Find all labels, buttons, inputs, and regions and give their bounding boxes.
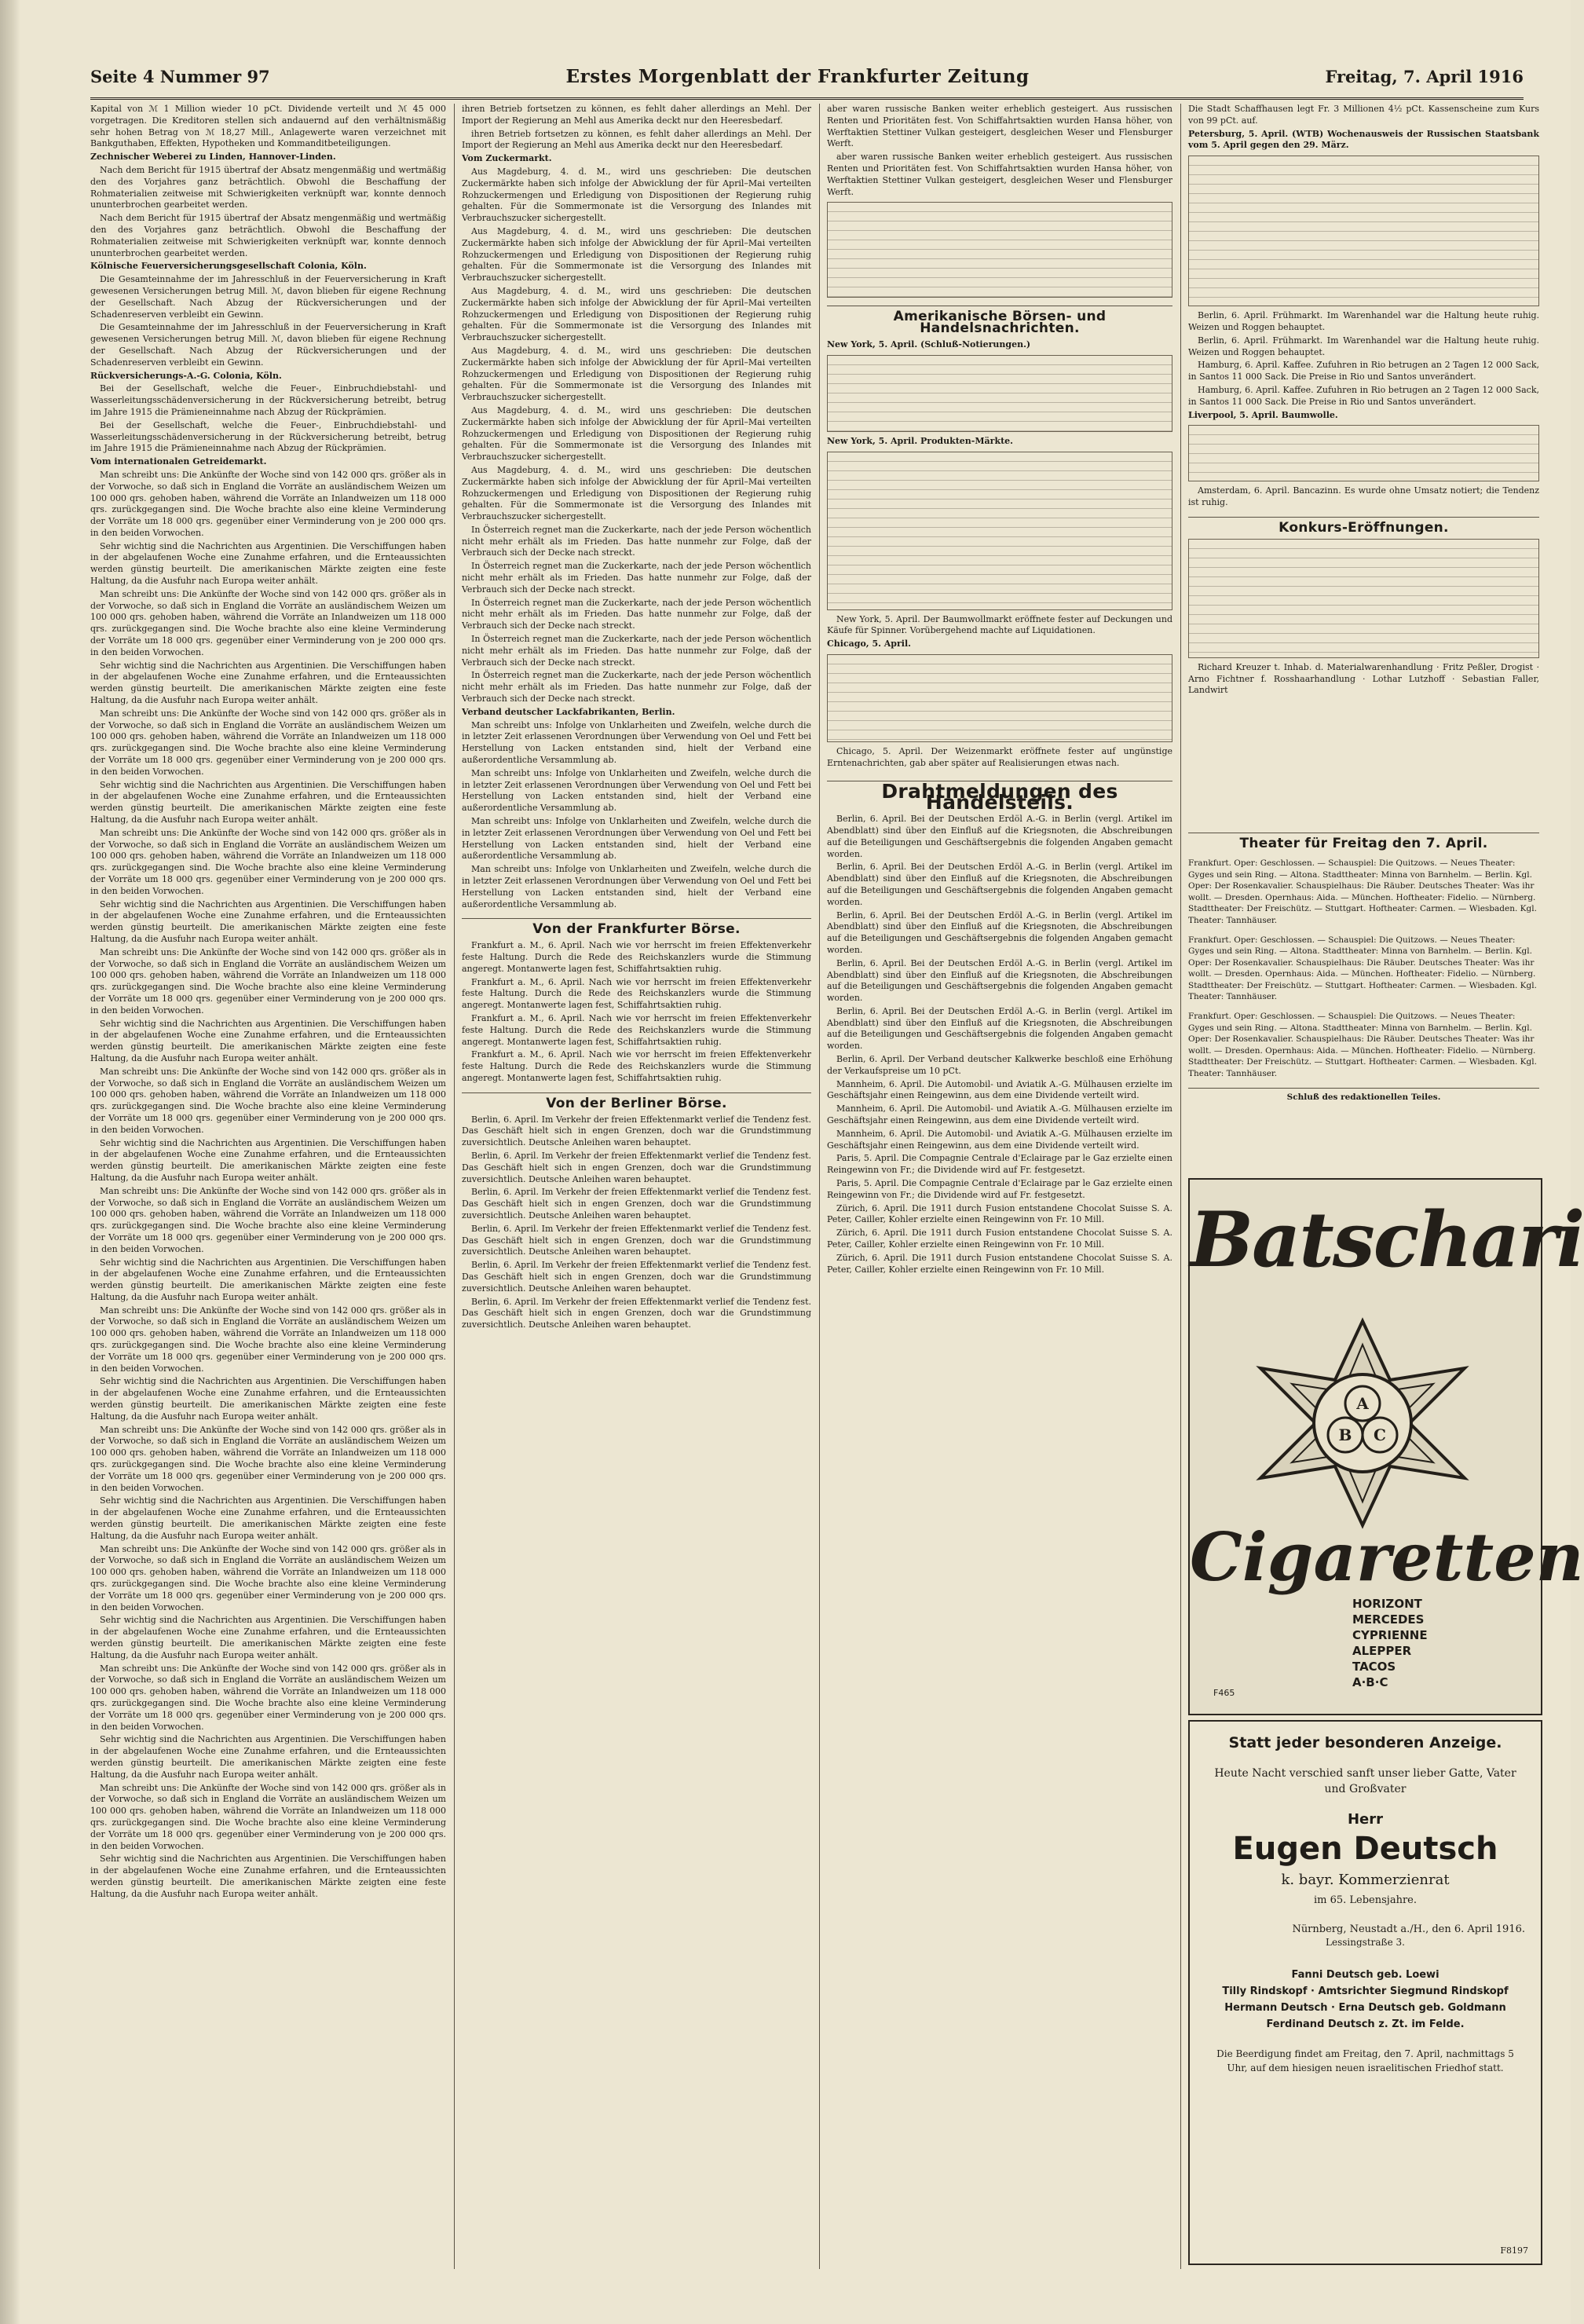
- article-text: Sehr wichtig sind die Nachrichten aus Argentinien. Die Verschiffungen haben in der abgelaufenen Woche eine Zunahme erfahren, und die Ernteaussichten werden günstig beurteilt. Die amerikanischen Märkte zeigten eine feste Haltung, da die Ausfuhr nach Europa weiter anhält.: [90, 540, 446, 587]
- burial-info: Die Beerdigung findet am Freitag, den 7. April, nachmittags 5 Uhr, auf dem hiesigen neuen israelitischen Friedhof statt.: [1216, 2048, 1514, 2073]
- article-text: New York, 5. April. Der Baumwollmarkt eröffnete fester auf Deckungen und Käufe für Spinner. Vorübergehend machte auf Liquidationen.: [827, 613, 1172, 636]
- article-text: Man schreibt uns: Infolge von Unklarheiten und Zweifeln, welche durch die in letzter Zeit erlassenen Verordnungen über Verwendung von Oel und Fett bei Herstellung von Lacken entstanden sind, hielt der Verband eine außerordentliche Versammlung ab.: [462, 816, 811, 862]
- column-2: [462, 104, 811, 2269]
- article-text: Berlin, 6. April. Bei der Deutschen Erdöl A.-G. in Berlin (vergl. Artikel im Abendblatt) sind über den Einfluß auf die Kriegsnoten, die Abschreibungen auf die Beteiligungen und Geschäftsergebnis die folgenden Angaben gemacht worden.: [827, 1005, 1172, 1052]
- article-text: Sehr wichtig sind die Nachrichten aus Argentinien. Die Verschiffungen haben in der abgelaufenen Woche eine Zunahme erfahren, und die Ernteaussichten werden günstig beurteilt. Die amerikanischen Märkte zeigten eine feste Haltung, da die Ausfuhr nach Europa weiter anhält.: [90, 1376, 446, 1422]
- page-number: Seite 4 Nummer 97: [90, 67, 270, 86]
- article-text: Man schreibt uns: Infolge von Unklarheiten und Zweifeln, welche durch die in letzter Zeit erlassenen Verordnungen über Verwendung von Oel und Fett bei Herstellung von Lacken entstanden sind, hielt der Verband eine außerordentliche Versammlung ab.: [462, 767, 811, 814]
- article-text: Aus Magdeburg, 4. d. M., wird uns geschrieben: Die deutschen Zuckermärkte haben sich infolge der Abwicklung der für April–Mai verteilten Rohzuckermengen und Erledigung von Dispositionen der Regierung ruhig gehalten. Für die Sommermonate ist die Versorgung des Inlandes mit Verbrauchszucker sichergestellt.: [462, 464, 811, 522]
- article-text: Berlin, 6. April. Bei der Deutschen Erdöl A.-G. in Berlin (vergl. Artikel im Abendblatt) sind über den Einfluß auf die Kriegsnoten, die Abschreibungen auf die Beteiligungen und Geschäftsergebnis die folgenden Angaben gemacht worden.: [827, 957, 1172, 1004]
- notice-street: Lessingstraße 3.: [1326, 1937, 1405, 1948]
- mourner: Fanni Deutsch geb. Loewi: [1291, 1969, 1440, 1981]
- article-text: Aus Magdeburg, 4. d. M., wird uns geschrieben: Die deutschen Zuckermärkte haben sich infolge der Abwicklung der für April–Mai verteilten Rohzuckermengen und Erledigung von Dispositionen der Regierung ruhig gehalten. Für die Sommermonate ist die Versorgung des Inlandes mit Verbrauchszucker sichergestellt.: [462, 225, 811, 284]
- article-text: Aus Magdeburg, 4. d. M., wird uns geschrieben: Die deutschen Zuckermärkte haben sich infolge der Abwicklung der für April–Mai verteilten Rohzuckermengen und Erledigung von Dispositionen der Regierung ruhig gehalten. Für die Sommermonate ist die Versorgung des Inlandes mit Verbrauchszucker sichergestellt.: [462, 285, 811, 343]
- article-text: Berlin, 6. April. Im Verkehr der freien Effektenmarkt verlief die Tendenz fest. Das Geschäft hielt sich in engen Grenzen, doch war die Grundstimmung zuversichtlich. Deutsche Anleihen waren behauptet.: [462, 1150, 811, 1184]
- ad-brand: Batschari: [1190, 1195, 1584, 1284]
- article-text: Die Stadt Schaffhausen legt Fr. 3 Millionen 4½ pCt. Kassenscheine zum Kurs von 99 pCt. auf.: [1188, 104, 1539, 126]
- article-text: Bei der Gesellschaft, welche die Feuer-, Einbruchdiebstahl- und Wasserleitungsschädenversicherung in der Rückversicherung betreibt, betrug im Jahre 1915 die Prämieneinnahme nach Abzug der Rückprämien.: [90, 419, 446, 454]
- section-heading-berliner-boerse: Von der Berliner Börse.: [462, 1092, 811, 1110]
- mourners-list: [1190, 1967, 1541, 2033]
- article-text: Frankfurt a. M., 6. April. Nach wie vor herrscht im freien Effektenverkehr feste Haltung. Durch die Rede des Reichskanzlers wurde die Stimmung angeregt. Montanwerte lagen fest, Schiffahrtsaktien ruhig.: [462, 1012, 811, 1047]
- article-text: Sehr wichtig sind die Nachrichten aus Argentinien. Die Verschiffungen haben in der abgelaufenen Woche eine Zunahme erfahren, und die Ernteaussichten werden günstig beurteilt. Die amerikanischen Märkte zeigten eine feste Haltung, da die Ausfuhr nach Europa weiter anhält.: [90, 1495, 446, 1541]
- section-heading-drahtmeldungen: Drahtmeldungen des Handelsteils.: [827, 781, 1172, 810]
- article-text: ihren Betrieb fortsetzen zu können, es fehlt daher allerdings an Mehl. Der Import der Regierung an Mehl aus Amerika deckt nur den Heeresbedarf.: [462, 104, 811, 126]
- ad-brand-item: CYPRIENNE: [1352, 1628, 1428, 1642]
- article-text: Berlin, 6. April. Frühmarkt. Im Warenhandel war die Haltung heute ruhig. Weizen und Roggen behauptet.: [1188, 335, 1539, 357]
- article-text: Berlin, 6. April. Bei der Deutschen Erdöl A.-G. in Berlin (vergl. Artikel im Abendblatt) sind über den Einfluß auf die Kriegsnoten, die Abschreibungen auf die Beteiligungen und Geschäftsergebnis die folgenden Angaben gemacht worden.: [827, 909, 1172, 955]
- column-1: [90, 104, 446, 2269]
- article-text: Man schreibt uns: Die Ankünfte der Woche sind von 142 000 qrs. größer als in der Vorwoche, so daß sich in England die Vorräte an ausländischem Weizen um 100 000 qrs. gehoben haben, während die Vorräte an Inlandweizen um 118 000 qrs. zurückgegangen sind. Die Woche brachte also eine kleine Verminderung der Vorräte um 18 000 qrs. gegenüber einer Verminderung von je 200 000 qrs. in den beiden Vorwochen.: [90, 946, 446, 1016]
- article-text: Man schreibt uns: Die Ankünfte der Woche sind von 142 000 qrs. größer als in der Vorwoche, so daß sich in England die Vorräte an ausländischem Weizen um 100 000 qrs. gehoben haben, während die Vorräte an Inlandweizen um 118 000 qrs. zurückgegangen sind. Die Woche brachte also eine kleine Verminderung der Vorräte um 18 000 qrs. gegenüber einer Verminderung von je 200 000 qrs. in den beiden Vorwochen.: [90, 827, 446, 896]
- article-text: Sehr wichtig sind die Nachrichten aus Argentinien. Die Verschiffungen haben in der abgelaufenen Woche eine Zunahme erfahren, und die Ernteaussichten werden günstig beurteilt. Die amerikanischen Märkte zeigten eine feste Haltung, da die Ausfuhr nach Europa weiter anhält.: [90, 1854, 446, 1899]
- section-heading-amerikanische-boersen: Amerikanische Börsen- und Handelsnachrichten.: [827, 306, 1172, 335]
- article-text: Paris, 5. April. Die Compagnie Centrale d'Eclairage par le Gaz erzielte einen Reingewinn von Fr.; die Dividende wird auf Fr. festgesetzt.: [827, 1178, 1172, 1200]
- article-text: Man schreibt uns: Infolge von Unklarheiten und Zweifeln, welche durch die in letzter Zeit erlassenen Verordnungen über Verwendung von Oel und Fett bei Herstellung von Lacken entstanden sind, hielt der Verband eine außerordentliche Versammlung ab.: [462, 719, 811, 766]
- svg-text:B: B: [1338, 1426, 1352, 1444]
- article-text: Mannheim, 6. April. Die Automobil- und Aviatik A.-G. Mülhausen erzielte im Geschäftsjahr einen Reingewinn, aus dem eine Dividende verteilt wird.: [827, 1078, 1172, 1101]
- iron-cross-logo-icon: [1245, 1305, 1480, 1541]
- article-text: Zürich, 6. April. Die 1911 durch Fusion entstandene Chocolat Suisse S. A. Peter, Cailler, Kohler erzielte einen Reingewinn von Fr. 10 Mill.: [827, 1228, 1172, 1250]
- article-text: aber waren russische Banken weiter erheblich gesteigert. Aus russischen Renten und Prioritäten fest. Von Schiffahrtsaktien wurden Hansa höher, von Werftaktien Stettiner Vulkan gesteigert, desgleichen Weser und Flensburger Werft.: [827, 152, 1172, 197]
- table-caption: New York, 5. April. Produkten-Märkte.: [827, 435, 1013, 446]
- article-heading: Verband deutscher Lackfabrikanten, Berlin.: [462, 706, 675, 717]
- article-text: Man schreibt uns: Infolge von Unklarheiten und Zweifeln, welche durch die in letzter Zeit erlassenen Verordnungen über Verwendung von Oel und Fett bei Herstellung von Lacken entstanden sind, hielt der Verband eine außerordentliche Versammlung ab.: [462, 864, 811, 909]
- article-text: In Österreich regnet man die Zuckerkarte, nach der jede Person wöchentlich nicht mehr erhält als im Frieden. Das hatte nunmehr zur Folge, daß der Verbrauch sich der Decke nach streckt.: [462, 634, 811, 668]
- article-text: Paris, 5. April. Die Compagnie Centrale d'Eclairage par le Gaz erzielte einen Reingewinn von Fr.; die Dividende wird auf Fr. festgesetzt.: [827, 1153, 1172, 1176]
- cotton-table: [1188, 425, 1539, 481]
- section-heading-theater: Theater für Freitag den 7. April.: [1188, 833, 1539, 850]
- article-text: Nach dem Bericht für 1915 übertraf der Absatz mengenmäßig und wertmäßig den des Vorjahres ganz beträchtlich. Obwohl die Beschaffung der Rohmaterialien zeitweise mit Schwierigkeiten verknüpft war, konnte dennoch ununterbrochen gearbeitet werden.: [90, 213, 446, 258]
- article-text: Man schreibt uns: Die Ankünfte der Woche sind von 142 000 qrs. größer als in der Vorwoche, so daß sich in England die Vorräte an ausländischem Weizen um 100 000 qrs. gehoben haben, während die Vorräte an Inlandweizen um 118 000 qrs. zurückgegangen sind. Die Woche brachte also eine kleine Verminderung der Vorräte um 18 000 qrs. gegenüber einer Verminderung von je 200 000 qrs. in den beiden Vorwochen.: [90, 1782, 446, 1851]
- chicago-table: [827, 654, 1172, 742]
- article-text: Sehr wichtig sind die Nachrichten aus Argentinien. Die Verschiffungen haben in der abgelaufenen Woche eine Zunahme erfahren, und die Ernteaussichten werden günstig beurteilt. Die amerikanischen Märkte zeigten eine feste Haltung, da die Ausfuhr nach Europa weiter anhält.: [90, 898, 446, 944]
- editorial-end-note: Schluß des redaktionellen Teiles.: [1188, 1088, 1539, 1103]
- mourner: Tilly Rindskopf · Amtsrichter Siegmund Rindskopf: [1222, 1985, 1509, 1997]
- article-text: Man schreibt uns: Die Ankünfte der Woche sind von 142 000 qrs. größer als in der Vorwoche, so daß sich in England die Vorräte an ausländischem Weizen um 100 000 qrs. gehoben haben, während die Vorräte an Inlandweizen um 118 000 qrs. zurückgegangen sind. Die Woche brachte also eine kleine Verminderung der Vorräte um 18 000 qrs. gegenüber einer Verminderung von je 200 000 qrs. in den beiden Vorwochen.: [90, 588, 446, 657]
- theater-text: Frankfurt. Oper: Geschlossen. — Schauspiel: Die Quitzows. — Neues Theater: Gyges und sein Ring. — Altona. Stadttheater: Minna von Barnhelm. — Berlin. Kgl. Oper: Der Rosenkavalier. Schauspielhaus: Die Räuber. Deutsches Theater: Was ihr wollt. — Dresden. Opernhaus: Aida. — München. Hoftheater: Fidelio. — Nürnberg. Stadttheater: Der Freischütz. — Stuttgart. Hoftheater: Carmen. — Wiesbaden. Kgl. Theater: Tannhäuser.: [1188, 935, 1537, 1001]
- article-text: Sehr wichtig sind die Nachrichten aus Argentinien. Die Verschiffungen haben in der abgelaufenen Woche eine Zunahme erfahren, und die Ernteaussichten werden günstig beurteilt. Die amerikanischen Märkte zeigten eine feste Haltung, da die Ausfuhr nach Europa weiter anhält.: [90, 1137, 446, 1183]
- article-text: Berlin, 6. April. Im Verkehr der freien Effektenmarkt verlief die Tendenz fest. Das Geschäft hielt sich in engen Grenzen, doch war die Grundstimmung zuversichtlich. Deutsche Anleihen waren behauptet.: [462, 1187, 811, 1221]
- deceased-age: im 65. Lebensjahre.: [1313, 1894, 1417, 1906]
- article-text: Sehr wichtig sind die Nachrichten aus Argentinien. Die Verschiffungen haben in der abgelaufenen Woche eine Zunahme erfahren, und die Ernteaussichten werden günstig beurteilt. Die amerikanischen Märkte zeigten eine feste Haltung, da die Ausfuhr nach Europa weiter anhält.: [90, 1734, 446, 1780]
- article-text: Kapital von ℳ 1 Million wieder 10 pCt. Dividende verteilt und ℳ 45 000 vorgetragen. Die Kreditoren stellen sich andauernd auf den verhältnismäßig sehr hohen Betrag von ℳ 18,27 Mill., Anlagewerte waren verzeichnet mit Bankguthaben, Effekten, Hypotheken und Kommanditbeteiligungen.: [90, 104, 446, 149]
- article-text: Sehr wichtig sind die Nachrichten aus Argentinien. Die Verschiffungen haben in der abgelaufenen Woche eine Zunahme erfahren, und die Ernteaussichten werden günstig beurteilt. Die amerikanischen Märkte zeigten eine feste Haltung, da die Ausfuhr nach Europa weiter anhält.: [90, 1257, 446, 1302]
- ad-cigarette-word: Cigaretten: [1190, 1518, 1584, 1596]
- article-text: Berlin, 6. April. Der Verband deutscher Kalkwerke beschloß eine Erhöhung der Verkaufspreise um 10 pCt.: [827, 1054, 1172, 1076]
- article-text: Sehr wichtig sind die Nachrichten aus Argentinien. Die Verschiffungen haben in der abgelaufenen Woche eine Zunahme erfahren, und die Ernteaussichten werden günstig beurteilt. Die amerikanischen Märkte zeigten eine feste Haltung, da die Ausfuhr nach Europa weiter anhält.: [90, 1615, 446, 1660]
- article-text: Die Gesamteinnahme der im Jahresschluß in der Feuerversicherung in Kraft gewesenen Versicherungen betrug Mill. ℳ, davon blieben für eigene Rechnung der Gesellschaft. Nach Abzug der Rückversicherungen und der Schadenreserven verbleibt ein Gewinn.: [90, 274, 446, 320]
- ad-code: F465: [1213, 1688, 1235, 1698]
- deceased-name: Eugen Deutsch: [1232, 1831, 1498, 1867]
- table-caption: Chicago, 5. April.: [827, 639, 911, 650]
- article-text: ihren Betrieb fortsetzen zu können, es fehlt daher allerdings an Mehl. Der Import der Regierung an Mehl aus Amerika deckt nur den Heeresbedarf.: [462, 128, 811, 151]
- newspaper-title: Erstes Morgenblatt der Frankfurter Zeitung: [565, 66, 1030, 87]
- article-text: Man schreibt uns: Die Ankünfte der Woche sind von 142 000 qrs. größer als in der Vorwoche, so daß sich in England die Vorräte an ausländischem Weizen um 100 000 qrs. gehoben haben, während die Vorräte an Inlandweizen um 118 000 qrs. zurückgegangen sind. Die Woche brachte also eine kleine Verminderung der Vorräte um 18 000 qrs. gegenüber einer Verminderung von je 200 000 qrs. in den beiden Vorwochen.: [90, 1543, 446, 1612]
- article-text: Chicago, 5. April. Der Weizenmarkt eröffnete fester auf ungünstige Erntenachrichten, gab aber später auf Realisierungen etwas nach.: [827, 745, 1172, 768]
- notice-title: Herr: [1347, 1811, 1384, 1828]
- ad-brand-item: HORIZONT: [1352, 1597, 1422, 1611]
- article-text: Man schreibt uns: Die Ankünfte der Woche sind von 142 000 qrs. größer als in der Vorwoche, so daß sich in England die Vorräte an ausländischem Weizen um 100 000 qrs. gehoben haben, während die Vorräte an Inlandweizen um 118 000 qrs. zurückgegangen sind. Die Woche brachte also eine kleine Verminderung der Vorräte um 18 000 qrs. gegenüber einer Verminderung von je 200 000 qrs. in den beiden Vorwochen.: [90, 469, 446, 538]
- staatsbank-table: [1188, 156, 1539, 306]
- article-text: Berlin, 6. April. Frühmarkt. Im Warenhandel war die Haltung heute ruhig. Weizen und Roggen behauptet.: [1188, 310, 1539, 332]
- article-text: Berlin, 6. April. Im Verkehr der freien Effektenmarkt verlief die Tendenz fest. Das Geschäft hielt sich in engen Grenzen, doch war die Grundstimmung zuversichtlich. Deutsche Anleihen waren behauptet.: [462, 1260, 811, 1294]
- article-heading: Petersburg, 5. April. (WTB) Wochenausweis der Russischen Staatsbank vom 5. April gegen den 29. März.: [1188, 128, 1539, 151]
- mourner: Ferdinand Deutsch z. Zt. im Felde.: [1266, 2018, 1465, 2030]
- article-text: Man schreibt uns: Die Ankünfte der Woche sind von 142 000 qrs. größer als in der Vorwoche, so daß sich in England die Vorräte an ausländischem Weizen um 100 000 qrs. gehoben haben, während die Vorräte an Inlandweizen um 118 000 qrs. zurückgegangen sind. Die Woche brachte also eine kleine Verminderung der Vorräte um 18 000 qrs. gegenüber einer Verminderung von je 200 000 qrs. in den beiden Vorwochen.: [90, 1663, 446, 1732]
- article-text: Hamburg, 6. April. Kaffee. Zufuhren in Rio betrugen an 2 Tagen 12 000 Sack, in Santos 11 000 Sack. Die Preise in Rio und Santos unverändert.: [1188, 384, 1539, 407]
- article-text: Mannheim, 6. April. Die Automobil- und Aviatik A.-G. Mülhausen erzielte im Geschäftsjahr einen Reingewinn, aus dem eine Dividende verteilt wird.: [827, 1128, 1172, 1151]
- notice-header: Statt jeder besonderen Anzeige.: [1228, 1734, 1502, 1751]
- article-text: Man schreibt uns: Die Ankünfte der Woche sind von 142 000 qrs. größer als in der Vorwoche, so daß sich in England die Vorräte an ausländischem Weizen um 100 000 qrs. gehoben haben, während die Vorräte an Inlandweizen um 118 000 qrs. zurückgegangen sind. Die Woche brachte also eine kleine Verminderung der Vorräte um 18 000 qrs. gegenüber einer Verminderung von je 200 000 qrs. in den beiden Vorwochen.: [90, 1424, 446, 1493]
- article-text: In Österreich regnet man die Zuckerkarte, nach der jede Person wöchentlich nicht mehr erhält als im Frieden. Das hatte nunmehr zur Folge, daß der Verbrauch sich der Decke nach streckt.: [462, 670, 811, 705]
- notice-intro: Heute Nacht verschied sanft unser lieber Gatte, Vater und Großvater: [1214, 1767, 1516, 1795]
- ad-brand-list: [1352, 1596, 1509, 1690]
- ny-produce-table: [827, 452, 1172, 610]
- theater-text: Frankfurt. Oper: Geschlossen. — Schauspiel: Die Quitzows. — Neues Theater: Gyges und sein Ring. — Altona. Stadttheater: Minna von Barnhelm. — Berlin. Kgl. Oper: Der Rosenkavalier. Schauspielhaus: Die Räuber. Deutsches Theater: Was ihr wollt. — Dresden. Opernhaus: Aida. — München. Hoftheater: Fidelio. — Nürnberg. Stadttheater: Der Freischütz. — Stuttgart. Hoftheater: Carmen. — Wiesbaden. Kgl. Theater: Tannhäuser.: [1188, 1012, 1537, 1078]
- article-text: In Österreich regnet man die Zuckerkarte, nach der jede Person wöchentlich nicht mehr erhält als im Frieden. Das hatte nunmehr zur Folge, daß der Verbrauch sich der Decke nach streckt.: [462, 597, 811, 631]
- article-text: Berlin, 6. April. Im Verkehr der freien Effektenmarkt verlief die Tendenz fest. Das Geschäft hielt sich in engen Grenzen, doch war die Grundstimmung zuversichtlich. Deutsche Anleihen waren behauptet.: [462, 1296, 811, 1330]
- article-text: Zürich, 6. April. Die 1911 durch Fusion entstandene Chocolat Suisse S. A. Peter, Cailler, Kohler erzielte einen Reingewinn von Fr. 10 Mill.: [827, 1252, 1172, 1275]
- article-text: Aus Magdeburg, 4. d. M., wird uns geschrieben: Die deutschen Zuckermärkte haben sich infolge der Abwicklung der für April–Mai verteilten Rohzuckermengen und Erledigung von Dispositionen der Regierung ruhig gehalten. Für die Sommermonate ist die Versorgung des Inlandes mit Verbrauchszucker sichergestellt.: [462, 166, 811, 224]
- article-text: Berlin, 6. April. Im Verkehr der freien Effektenmarkt verlief die Tendenz fest. Das Geschäft hielt sich in engen Grenzen, doch war die Grundstimmung zuversichtlich. Deutsche Anleihen waren behauptet.: [462, 1114, 811, 1148]
- article-text: Hamburg, 6. April. Kaffee. Zufuhren in Rio betrugen an 2 Tagen 12 000 Sack, in Santos 11 000 Sack. Die Preise in Rio und Santos unverändert.: [1188, 360, 1539, 382]
- article-heading: Vom internationalen Getreidemarkt.: [90, 456, 267, 467]
- article-text: Man schreibt uns: Die Ankünfte der Woche sind von 142 000 qrs. größer als in der Vorwoche, so daß sich in England die Vorräte an ausländischem Weizen um 100 000 qrs. gehoben haben, während die Vorräte an Inlandweizen um 118 000 qrs. zurückgegangen sind. Die Woche brachte also eine kleine Verminderung der Vorräte um 18 000 qrs. gegenüber einer Verminderung von je 200 000 qrs. in den beiden Vorwochen.: [90, 1305, 446, 1374]
- ny-quotes-table: [827, 355, 1172, 432]
- column-rule: [454, 104, 455, 2269]
- article-heading: Rückversicherungs-A.-G. Colonia, Köln.: [90, 370, 282, 381]
- article-text: Mannheim, 6. April. Die Automobil- und Aviatik A.-G. Mülhausen erzielte im Geschäftsjahr einen Reingewinn, aus dem eine Dividende verteilt wird.: [827, 1103, 1172, 1126]
- article-text: Bei der Gesellschaft, welche die Feuer-, Einbruchdiebstahl- und Wasserleitungsschädenversicherung in der Rückversicherung betreibt, betrug im Jahre 1915 die Prämieneinnahme nach Abzug der Rückprämien.: [90, 383, 446, 417]
- ad-brand-item: A·B·C: [1352, 1675, 1388, 1689]
- article-text: Frankfurt a. M., 6. April. Nach wie vor herrscht im freien Effektenverkehr feste Haltung. Durch die Rede des Reichskanzlers wurde die Stimmung angeregt. Montanwerte lagen fest, Schiffahrtsaktien ruhig.: [462, 1049, 811, 1083]
- svg-text:C: C: [1374, 1426, 1386, 1444]
- notice-code: F8197: [1500, 2245, 1528, 2256]
- article-text: Sehr wichtig sind die Nachrichten aus Argentinien. Die Verschiffungen haben in der abgelaufenen Woche eine Zunahme erfahren, und die Ernteaussichten werden günstig beurteilt. Die amerikanischen Märkte zeigten eine feste Haltung, da die Ausfuhr nach Europa weiter anhält.: [90, 660, 446, 706]
- article-text: Aus Magdeburg, 4. d. M., wird uns geschrieben: Die deutschen Zuckermärkte haben sich infolge der Abwicklung der für April–Mai verteilten Rohzuckermengen und Erledigung von Dispositionen der Regierung ruhig gehalten. Für die Sommermonate ist die Versorgung des Inlandes mit Verbrauchszucker sichergestellt.: [462, 345, 811, 403]
- konkurs-entries: Richard Kreuzer t. Inhab. d. Materialwarenhandlung · Fritz Peßler, Drogist · Arno Fichtner f. Rosshaarhandlung · Lothar Lutzhoff · Sebastian Faller, Landwirt: [1188, 661, 1539, 696]
- ad-brand-item: MERCEDES: [1352, 1612, 1425, 1627]
- notice-place-date: Nürnberg, Neustadt a./H., den 6. April 1916.: [1292, 1923, 1525, 1935]
- konkurs-table: [1188, 539, 1539, 658]
- article-text: Die Gesamteinnahme der im Jahresschluß in der Feuerversicherung in Kraft gewesenen Versicherungen betrug Mill. ℳ, davon blieben für eigene Rechnung der Gesellschaft. Nach Abzug der Rückversicherungen und der Schadenreserven verbleibt ein Gewinn.: [90, 322, 446, 368]
- masthead: [90, 66, 1524, 100]
- issue-date: Freitag, 7. April 1916: [1325, 67, 1524, 86]
- column-3: [827, 104, 1172, 2269]
- article-text: Sehr wichtig sind die Nachrichten aus Argentinien. Die Verschiffungen haben in der abgelaufenen Woche eine Zunahme erfahren, und die Ernteaussichten werden günstig beurteilt. Die amerikanischen Märkte zeigten eine feste Haltung, da die Ausfuhr nach Europa weiter anhält.: [90, 1018, 446, 1063]
- article-heading: Kölnische Feuerversicherungsgesellschaft Colonia, Köln.: [90, 261, 367, 272]
- article-text: In Österreich regnet man die Zuckerkarte, nach der jede Person wöchentlich nicht mehr erhält als im Frieden. Das hatte nunmehr zur Folge, daß der Verbrauch sich der Decke nach streckt.: [462, 524, 811, 558]
- article-text: In Österreich regnet man die Zuckerkarte, nach der jede Person wöchentlich nicht mehr erhält als im Frieden. Das hatte nunmehr zur Folge, daß der Verbrauch sich der Decke nach streckt.: [462, 561, 811, 595]
- article-text: Man schreibt uns: Die Ankünfte der Woche sind von 142 000 qrs. größer als in der Vorwoche, so daß sich in England die Vorräte an ausländischem Weizen um 100 000 qrs. gehoben haben, während die Vorräte an Inlandweizen um 118 000 qrs. zurückgegangen sind. Die Woche brachte also eine kleine Verminderung der Vorräte um 18 000 qrs. gegenüber einer Verminderung von je 200 000 qrs. in den beiden Vorwochen.: [90, 1066, 446, 1135]
- section-heading-frankfurt-boerse: Von der Frankfurter Börse.: [462, 918, 811, 935]
- article-text: Man schreibt uns: Die Ankünfte der Woche sind von 142 000 qrs. größer als in der Vorwoche, so daß sich in England die Vorräte an ausländischem Weizen um 100 000 qrs. gehoben haben, während die Vorräte an Inlandweizen um 118 000 qrs. zurückgegangen sind. Die Woche brachte also eine kleine Verminderung der Vorräte um 18 000 qrs. gegenüber einer Verminderung von je 200 000 qrs. in den beiden Vorwochen.: [90, 1185, 446, 1254]
- ad-brand-item: ALEPPER: [1352, 1644, 1412, 1658]
- article-text: Frankfurt a. M., 6. April. Nach wie vor herrscht im freien Effektenverkehr feste Haltung. Durch die Rede des Reichskanzlers wurde die Stimmung angeregt. Montanwerte lagen fest, Schiffahrtsaktien ruhig.: [462, 940, 811, 974]
- mourner: Hermann Deutsch · Erna Deutsch geb. Goldmann: [1224, 2002, 1506, 2014]
- article-text: Nach dem Bericht für 1915 übertraf der Absatz mengenmäßig und wertmäßig den des Vorjahres ganz beträchtlich. Obwohl die Beschaffung der Rohmaterialien zeitweise mit Schwierigkeiten verknüpft war, konnte dennoch ununterbrochen gearbeitet werden.: [90, 164, 446, 210]
- article-text: Man schreibt uns: Die Ankünfte der Woche sind von 142 000 qrs. größer als in der Vorwoche, so daß sich in England die Vorräte an ausländischem Weizen um 100 000 qrs. gehoben haben, während die Vorräte an Inlandweizen um 118 000 qrs. zurückgegangen sind. Die Woche brachte also eine kleine Verminderung der Vorräte um 18 000 qrs. gegenüber einer Verminderung von je 200 000 qrs. in den beiden Vorwochen.: [90, 708, 446, 777]
- section-heading-konkurs: Konkurs-Eröffnungen.: [1188, 517, 1539, 534]
- article-text: Zürich, 6. April. Die 1911 durch Fusion entstandene Chocolat Suisse S. A. Peter, Cailler, Kohler erzielte einen Reingewinn von Fr. 10 Mill.: [827, 1202, 1172, 1225]
- svg-text:A: A: [1356, 1394, 1369, 1413]
- article-text: Frankfurt a. M., 6. April. Nach wie vor herrscht im freien Effektenverkehr feste Haltung. Durch die Rede des Reichskanzlers wurde die Stimmung angeregt. Montanwerte lagen fest, Schiffahrtsaktien ruhig.: [462, 976, 811, 1011]
- ad-brand-item: TACOS: [1352, 1660, 1396, 1674]
- table-caption: New York, 5. April. (Schluß-Notierungen.): [827, 339, 1031, 350]
- batschari-advertisement: [1188, 1178, 1584, 1715]
- article-text: aber waren russische Banken weiter erheblich gesteigert. Aus russischen Renten und Prioritäten fest. Von Schiffahrtsaktien wurden Hansa höher, von Werftaktien Stettiner Vulkan gesteigert, desgleichen Weser und Flensburger Werft.: [827, 104, 1172, 149]
- article-heading: Liverpool, 5. April. Baumwolle.: [1188, 409, 1338, 420]
- stock-table: [827, 202, 1172, 298]
- deceased-role: k. bayr. Kommerzienrat: [1281, 1872, 1450, 1888]
- column-rule: [819, 104, 820, 2269]
- article-text: Berlin, 6. April. Bei der Deutschen Erdöl A.-G. in Berlin (vergl. Artikel im Abendblatt) sind über den Einfluß auf die Kriegsnoten, die Abschreibungen auf die Beteiligungen und Geschäftsergebnis die folgenden Angaben gemacht worden.: [827, 862, 1172, 907]
- theater-listings: [1188, 833, 1539, 1131]
- death-notice: [1188, 1720, 1542, 2265]
- theater-text: Frankfurt. Oper: Geschlossen. — Schauspiel: Die Quitzows. — Neues Theater: Gyges und sein Ring. — Altona. Stadttheater: Minna von Barnhelm. — Berlin. Kgl. Oper: Der Rosenkavalier. Schauspielhaus: Die Räuber. Deutsches Theater: Was ihr wollt. — Dresden. Opernhaus: Aida. — München. Hoftheater: Fidelio. — Nürnberg. Stadttheater: Der Freischütz. — Stuttgart. Hoftheater: Carmen. — Wiesbaden. Kgl. Theater: Tannhäuser.: [1188, 858, 1537, 925]
- article-heading: Zechnischer Weberei zu Linden, Hannover-Linden.: [90, 152, 336, 163]
- article-text: Aus Magdeburg, 4. d. M., wird uns geschrieben: Die deutschen Zuckermärkte haben sich infolge der Abwicklung der für April–Mai verteilten Rohzuckermengen und Erledigung von Dispositionen der Regierung ruhig gehalten. Für die Sommermonate ist die Versorgung des Inlandes mit Verbrauchszucker sichergestellt.: [462, 404, 811, 463]
- article-text: Sehr wichtig sind die Nachrichten aus Argentinien. Die Verschiffungen haben in der abgelaufenen Woche eine Zunahme erfahren, und die Ernteaussichten werden günstig beurteilt. Die amerikanischen Märkte zeigten eine feste Haltung, da die Ausfuhr nach Europa weiter anhält.: [90, 779, 446, 825]
- article-text: Amsterdam, 6. April. Bancazinn. Es wurde ohne Umsatz notiert; die Tendenz ist ruhig.: [1188, 485, 1539, 508]
- article-text: Berlin, 6. April. Im Verkehr der freien Effektenmarkt verlief die Tendenz fest. Das Geschäft hielt sich in engen Grenzen, doch war die Grundstimmung zuversichtlich. Deutsche Anleihen waren behauptet.: [462, 1223, 811, 1257]
- column-rule: [1180, 104, 1181, 2269]
- article-heading: Vom Zuckermarkt.: [462, 153, 552, 164]
- page-binding-shadow: [0, 0, 20, 2324]
- article-text: Berlin, 6. April. Bei der Deutschen Erdöl A.-G. in Berlin (vergl. Artikel im Abendblatt) sind über den Einfluß auf die Kriegsnoten, die Abschreibungen auf die Beteiligungen und Geschäftsergebnis die folgenden Angaben gemacht worden.: [827, 814, 1172, 859]
